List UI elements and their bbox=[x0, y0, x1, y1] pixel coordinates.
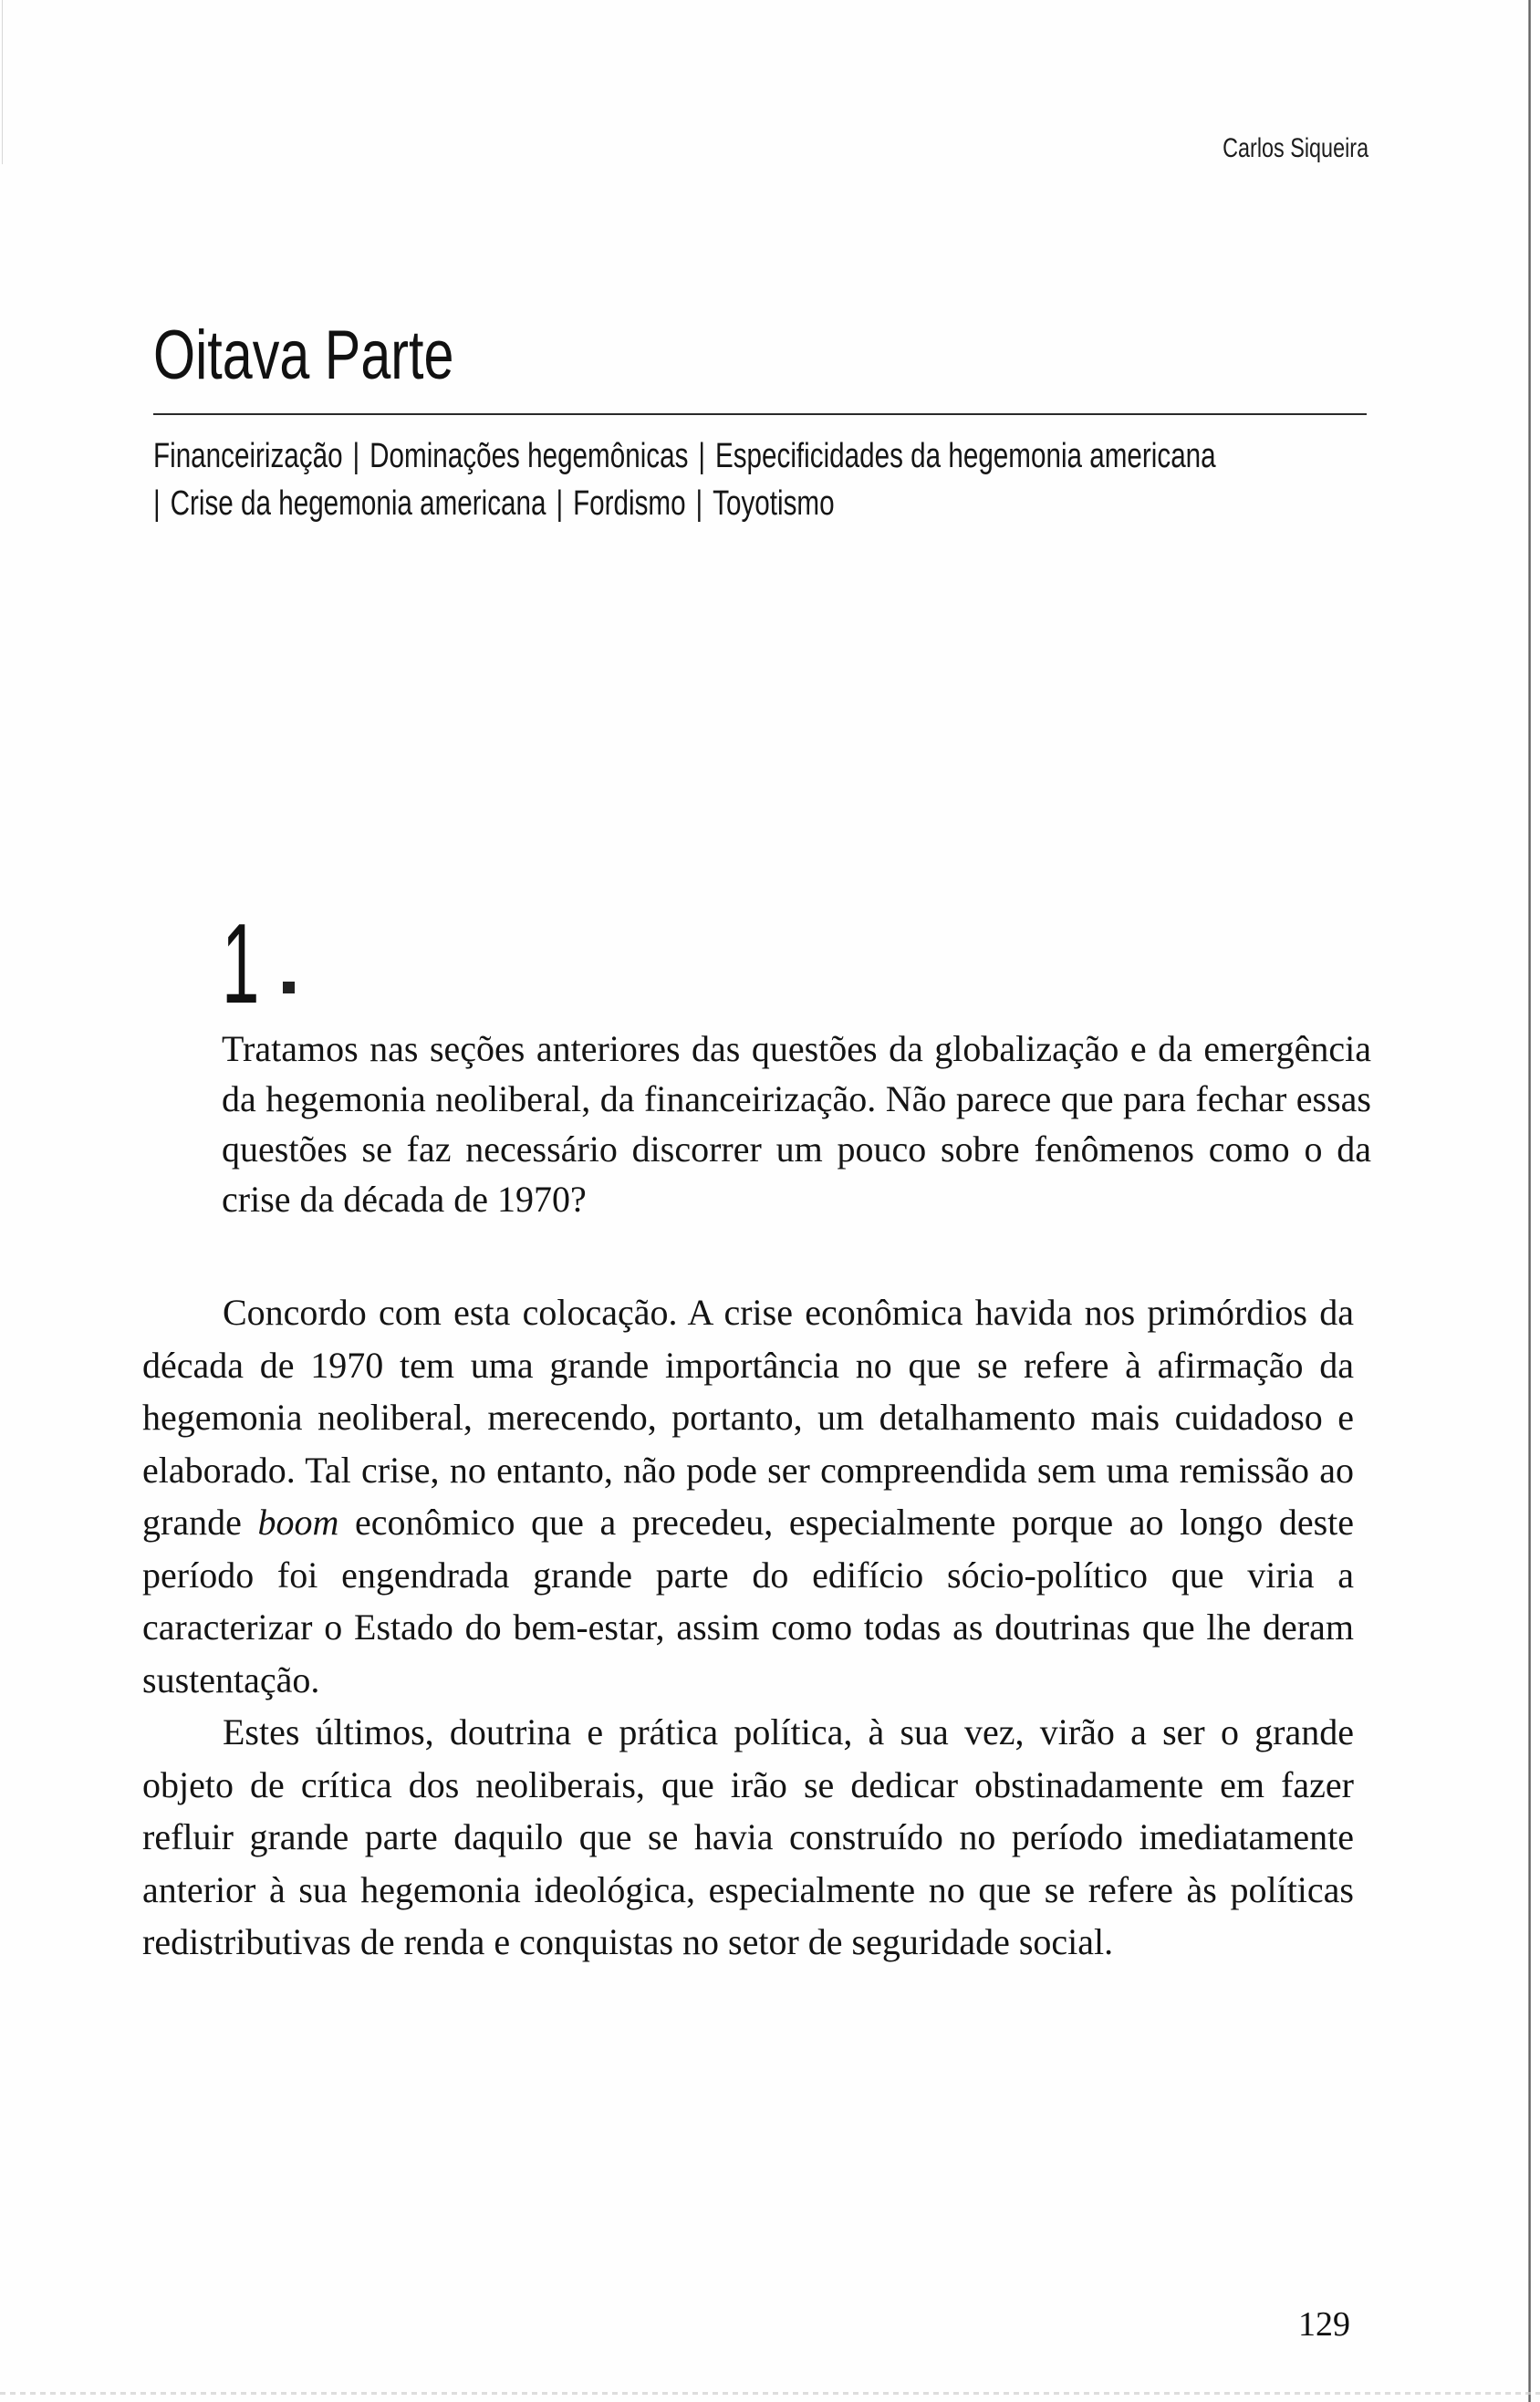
keyword-separator: | bbox=[352, 437, 360, 475]
keyword-separator: | bbox=[698, 437, 706, 475]
scan-edge-right bbox=[1528, 0, 1531, 2402]
scan-edge-bottom bbox=[0, 2392, 1540, 2395]
answer-paragraph-2: Estes últimos, doutrina e prática política, à sua vez, virão a ser o grande objeto de crítica dos neoliberais, que irão se dedicar obstinadamente em fazer refluir grande parte daquilo que se havia construído no período imediatamente anterior à sua hegemonia ideológica, especialmente no que se refere às políticas redistributivas de renda e conquistas no setor de seguridade social. bbox=[142, 1711, 1354, 1962]
keyword: Financeirização bbox=[153, 437, 343, 475]
keyword-separator: | bbox=[556, 484, 564, 523]
keywords-line-2 bbox=[153, 480, 1363, 527]
part-title: Oitava Parte bbox=[153, 317, 454, 394]
question-number-dot bbox=[283, 982, 295, 993]
keyword: Crise da hegemonia americana bbox=[170, 484, 546, 523]
scan-edge-left bbox=[2, 0, 3, 164]
keywords-line-1 bbox=[153, 432, 1363, 480]
answer-paragraph-1 bbox=[142, 1286, 1354, 1706]
running-head-author: Carlos Siqueira bbox=[1223, 133, 1368, 163]
keyword: Toyotismo bbox=[713, 484, 835, 523]
answer-text-block bbox=[142, 1286, 1354, 1969]
title-rule bbox=[153, 413, 1367, 415]
keyword: Fordismo bbox=[573, 484, 686, 523]
answer-text: Concordo com esta colocação. A crise econômica havida nos primórdios da década de 1970 tem uma grande importância no que se refere à afirmação da hegemonia neoliberal, merecendo, portanto, um detalhamento mais cuidadoso e elaborado. Tal crise, no entanto, não pode ser compreendida sem uma remissão ao grande bbox=[142, 1292, 1354, 1543]
keywords-list bbox=[153, 432, 1363, 527]
answer-italic-term: boom bbox=[257, 1502, 339, 1543]
keyword-separator: | bbox=[695, 484, 703, 523]
keyword: Especificidades da hegemonia americana bbox=[714, 437, 1216, 475]
question-text-block bbox=[222, 1024, 1371, 1224]
question-text: Tratamos nas seções anteriores das questões da globalização e da emergência da hegemonia neoliberal, da financeirização. Não parece que para fechar essas questões se faz necessário discorrer um pouco sobre fenômenos como o da crise da década de 1970? bbox=[222, 1028, 1371, 1220]
question-number: 1 bbox=[222, 901, 260, 1027]
answer-text: econômico que a precedeu, especialmente porque ao longo deste período foi engendrada grande parte do edifício sócio-político que viria a caracterizar o Estado do bem-estar, assim como todas as doutrinas que lhe deram sustentação. bbox=[142, 1502, 1355, 1700]
keyword-separator: | bbox=[153, 484, 161, 523]
page-number: 129 bbox=[1298, 2305, 1350, 2344]
keyword: Dominações hegemônicas bbox=[369, 437, 689, 475]
